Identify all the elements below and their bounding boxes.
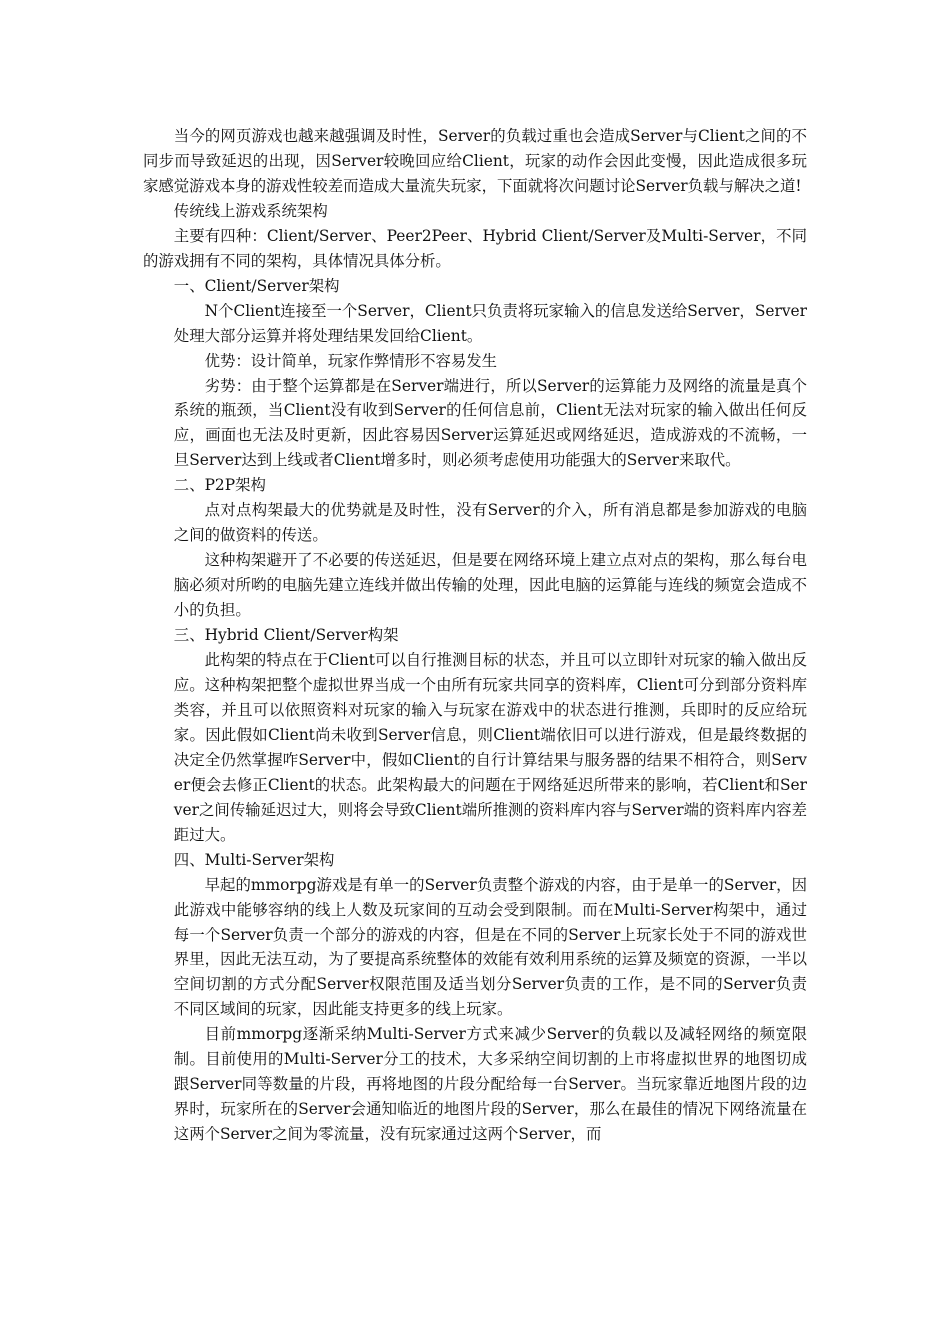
intro-paragraph: 当今的网页游戏也越来越强调及时性，Server的负载过重也会造成Server与Client之间的不同步而导致延迟的出现，因Server较晚回应给Client，玩家的动作会因此变慢，因此造成很多玩家感觉游戏本身的游戏性较差而造成大量流失玩家，下面就将次问题讨论Server负载与解决之道!	[143, 127, 807, 195]
client-server-description: N个Client连接至一个Server，Client只负责将玩家输入的信息发送给Server，Server处理大部分运算并将处理结果发回给Client。	[173, 301, 807, 345]
multi-server-current-practice: 目前mmorpg逐渐采纳Multi-Server方式来减少Server的负载以及减轻网络的频宽限制。目前使用的Multi-Server分工的技术，大多采纳空间切割的上市将虚拟世界的地图切成跟Server同等数量的片段，再将地图的片段分配给每一台Server。当玩家靠近地图片段的边界时，玩家所在的Server会通知临近的地图片段的Server，那么在最佳的情况下网络流量在这两个Server之间为零流量，没有玩家通过这两个Server，而	[173, 1025, 807, 1144]
multi-server-heading: 四、Multi-Server架构	[173, 850, 335, 869]
hybrid-description: 此构架的特点在于Client可以自行推测目标的状态，并且可以立即针对玩家的输入做出反应。这种构架把整个虚拟世界当成一个由所有玩家共同享的资料库，Client可分到部分资料库类容，并且可以依照资料对玩家的输入与玩家在游戏中的状态进行推测，兵即时的反应给玩家。因此假如Client尚未收到Server信息，则Client端依旧可以进行游戏，但是最终数据的决定全仍然掌握咋Server中，假如Client的自行计算结果与服务器的结果不相符合，则Server便会去修正Client的状态。此架构最大的问题在于网络延迟所带来的影响，若Client和Server之间传输延迟过大，则将会导致Client端所推测的资料库内容与Server端的资料库内容差距过大。	[173, 651, 807, 844]
client-server-heading: 一、Client/Server架构	[173, 276, 340, 295]
p2p-heading: 二、P2P架构	[173, 476, 266, 495]
hybrid-heading: 三、Hybrid Client/Server构架	[173, 626, 399, 645]
p2p-analysis: 这种构架避开了不必要的传送延迟，但是要在网络环境上建立点对点的架构，那么每台电脑必须对所哟的电脑先建立连线并做出传输的处理，因此电脑的运算能与连线的频宽会造成不小的负担。	[173, 551, 807, 620]
multi-server-description: 早起的mmorpg游戏是有单一的Server负责整个游戏的内容，由于是单一的Server，因此游戏中能够容纳的线上人数及玩家间的互动会受到限制。而在Multi-Server构架中，通过每一个Server负责一个部分的游戏的内容，但是在不同的Server上玩家长处于不同的游戏世界里，因此无法互动，为了要提高系统整体的效能有效利用系统的运算及频宽的资源，一半以空间切割的方式分配Server权限范围及适当划分Server负责的工作，是不同的Server负责不同区域间的玩家，因此能支持更多的线上玩家。	[173, 875, 807, 1019]
client-server-disadvantages: 劣势：由于整个运算都是在Server端进行，所以Server的运算能力及网络的流量是真个系统的瓶颈，当Client没有收到Server的任何信息前，Client无法对玩家的输入做出任何反应，画面也无法及时更新，因此容易因Server运算延迟或网络延迟，造成游戏的不流畅，一旦Server达到上线或者Client增多时，则必须考虑使用功能强大的Server来取代。	[173, 376, 807, 470]
overview-paragraph: 主要有四种：Client/Server、Peer2Peer、Hybrid Client/Server及Multi-Server，不同的游戏拥有不同的架构，具体情况具体分析。	[143, 226, 807, 270]
p2p-description: 点对点构架最大的优势就是及时性，没有Server的介入，所有消息都是参加游戏的电脑之间的做资料的传送。	[173, 501, 807, 545]
document-page	[143, 124, 807, 1147]
section-title: 传统线上游戏系统架构	[173, 201, 328, 220]
client-server-advantages: 优势：设计简单，玩家作弊情形不容易发生	[204, 351, 498, 370]
